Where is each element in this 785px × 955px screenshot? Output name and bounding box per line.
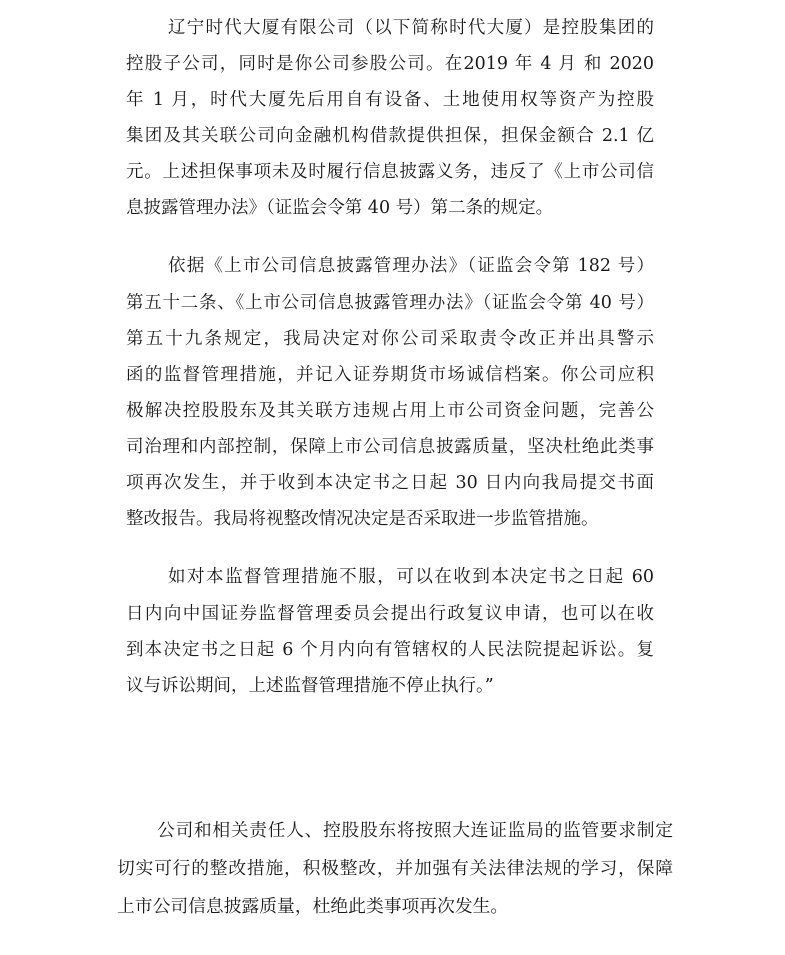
text-line: 到本决定书之日起 6 个月内向有管辖权的人民法院提起诉讼。复 — [126, 640, 654, 660]
text-line: 极解决控股股东及其关联方违规占用上市公司资金问题，完善公 — [126, 401, 654, 421]
text-line: 如对本监督管理措施不服，可以在收到本决定书之日起 60 — [168, 567, 654, 587]
text-line: 依据《上市公司信息披露管理办法》（证监会令第 182 号） — [168, 256, 654, 276]
text-line: 第五十九条规定，我局决定对你公司采取责令改正并出具警示 — [126, 329, 654, 349]
text-line: 公司和相关责任人、控股股东将按照大连证监局的监管要求制定 — [157, 820, 673, 841]
text-line: 辽宁时代大厦有限公司（以下简称时代大厦）是控股集团的 — [168, 18, 654, 38]
text-line: 上市公司信息披露质量，杜绝此类事项再次发生。 — [117, 896, 509, 917]
text-line: 议与诉讼期间，上述监督管理措施不停止执行。” — [126, 676, 494, 696]
text-line: 函的监督管理措施，并记入证券期货市场诚信档案。你公司应积 — [126, 365, 654, 385]
text-line: 司治理和内部控制，保障上市公司信息披露质量，坚决杜绝此类事 — [126, 437, 654, 457]
text-line: 第五十二条、《上市公司信息披露管理办法》（证监会令第 40 号） — [126, 293, 654, 313]
text-line: 整改报告。我局将视整改情况决定是否采取进一步监管措施。 — [126, 509, 599, 529]
text-line: 息披露管理办法》（证监会令第 40 号）第二条的规定。 — [126, 198, 554, 218]
text-line: 日内向中国证券监督管理委员会提出行政复议申请，也可以在收 — [126, 604, 654, 624]
text-line: 项再次发生，并于收到本决定书之日起 30 日内向我局提交书面 — [126, 473, 654, 493]
text-line: 年 1 月，时代大厦先后用自有设备、土地使用权等资产为控股 — [126, 90, 654, 110]
text-line: 集团及其关联公司向金融机构借款提供担保，担保金额合 2.1 亿 — [126, 126, 654, 146]
text-line: 元。上述担保事项未及时履行信息披露义务，违反了《上市公司信 — [126, 162, 654, 182]
text-line: 控股子公司，同时是你公司参股公司。在2019 年 4 月 和 2020 — [126, 54, 654, 74]
text-line: 切实可行的整改措施，积极整改，并加强有关法律法规的学习，保障 — [117, 858, 673, 879]
